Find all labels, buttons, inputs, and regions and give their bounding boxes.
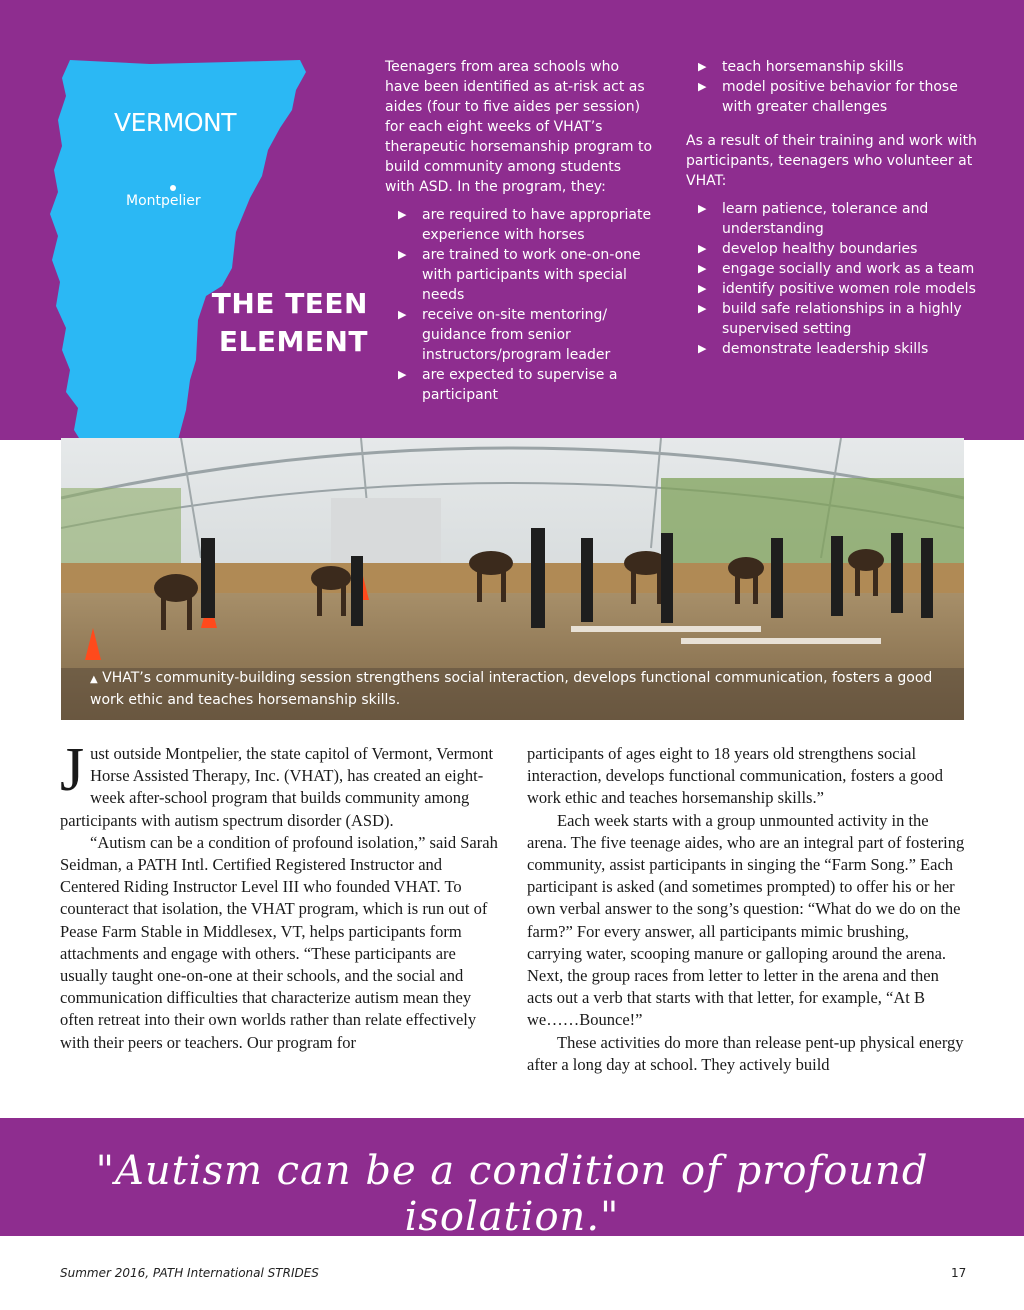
pull-quote: "Autism can be a condition of profound isolation." (95, 1148, 929, 1240)
caret-up-icon: ▲ (90, 674, 98, 685)
sidebar-title: THE TEEN ELEMENT (211, 287, 368, 358)
article-column-2 (527, 743, 967, 1076)
bullet-arrow-icon: ▶ (698, 80, 707, 93)
list-item: ▶ model positive behavior for those with greater challenges (698, 79, 958, 115)
article-paragraph-1: Just outside Montpelier, the state capitol of Vermont, Vermont Horse Assisted Therapy, Inc. (VHAT), has created an eight-week after-school program that builds community among participants with autism spectrum disorder (ASD). (60, 736, 494, 830)
bullet-arrow-icon: ▶ (398, 248, 407, 261)
footer-publication: Summer 2016, PATH International STRIDES (60, 1266, 319, 1280)
bullet-arrow-icon: ▶ (398, 308, 407, 321)
sidebar-column-1 (385, 57, 655, 405)
program-list-continued (686, 57, 986, 117)
bullet-arrow-icon: ▶ (698, 202, 707, 215)
bullet-arrow-icon: ▶ (698, 262, 707, 275)
bullet-arrow-icon: ▶ (698, 60, 707, 73)
article-paragraph-3: participants of ages eight to 18 years old strengthens social interaction, develops functional communication, fosters a good work ethic and teaches horsemanship skills.” (527, 744, 944, 808)
list-item: ▶ develop healthy boundaries (698, 241, 918, 257)
list-item: ▶ teach horsemanship skills (698, 59, 904, 75)
list-item: ▶ identify positive women role models (698, 281, 976, 297)
list-item: ▶ are required to have appropriate experience with horses (398, 207, 652, 243)
list-item: ▶ receive on-site mentoring/ guidance from senior instructors/program leader (398, 307, 611, 363)
article-paragraph-2: “Autism can be a condition of profound isolation,” said Sarah Seidman, a PATH Intl. Certified Registered Instructor and Centered Riding Instructor Level III who founded VHAT. To counteract that isolation, the VHAT program, which is run out of Pease Farm Stable in Middlesex, VT, helps participants form attachments and engage with others. “These participants are usually taught one-on-one at their schools, and the social and communication difficulties that characterize autism mean they often retreat into their own worlds rather than relate effectively with their peers or teachers. Our program for (60, 832, 498, 1052)
drop-cap: J (60, 736, 85, 804)
bullet-arrow-icon: ▶ (398, 208, 407, 221)
page-number: 17 (951, 1266, 967, 1280)
list-item: ▶ demonstrate leadership skills (698, 341, 929, 357)
article-column-1 (60, 736, 500, 1054)
bullet-arrow-icon: ▶ (698, 302, 707, 315)
map-state-label: VERMONT (114, 108, 236, 137)
bullet-arrow-icon: ▶ (398, 368, 407, 381)
photo-caption: ▲ VHAT’s community-building session strengthens social interaction, develops functional communication, fosters a good work ethic and teaches horsemanship skills. (90, 670, 933, 708)
bullet-arrow-icon: ▶ (698, 282, 707, 295)
list-item: ▶ are trained to work one-on-one with participants with special needs (398, 247, 641, 303)
list-item: ▶ learn patience, tolerance and understanding (698, 201, 929, 237)
list-item: ▶ engage socially and work as a team (698, 261, 975, 277)
sidebar-intro: Teenagers from area schools who have been identified as at-risk act as aides (four to five aides per session) for each eight weeks of VHAT’s therapeutic horsemanship program to build community among students with ASD. In the program, they: (385, 59, 653, 195)
bullet-arrow-icon: ▶ (698, 342, 707, 355)
article-paragraph-5: These activities do more than release pent-up physical energy after a long day at school. They actively build (527, 1032, 964, 1074)
list-item: ▶ build safe relationships in a highly supervised setting (698, 301, 962, 337)
sidebar-column-2 (686, 57, 986, 359)
list-item: ▶ are expected to supervise a participant (398, 367, 618, 403)
program-list (385, 205, 655, 405)
result-intro: As a result of their training and work with participants, teenagers who volunteer at VHAT: (686, 133, 977, 189)
bullet-arrow-icon: ▶ (698, 242, 707, 255)
capital-dot (170, 185, 176, 191)
map-city-label: Montpelier (126, 193, 201, 209)
result-list (686, 199, 986, 359)
article-paragraph-4: Each week starts with a group unmounted activity in the arena. The five teenage aides, who are an integral part of fostering community, assist participants in singing the “Farm Song.” Each participant is asked (and sometimes prompted) to offer his or her own verbal answer to the song’s question: “What do we do on the farm?” For every answer, all participants mimic brushing, carrying water, scooping manure or galloping around the arena. Next, the group races from letter to letter in the arena and then acts out a verb that starts with that letter, for example, “At B we……Bounce!” (527, 810, 965, 1030)
